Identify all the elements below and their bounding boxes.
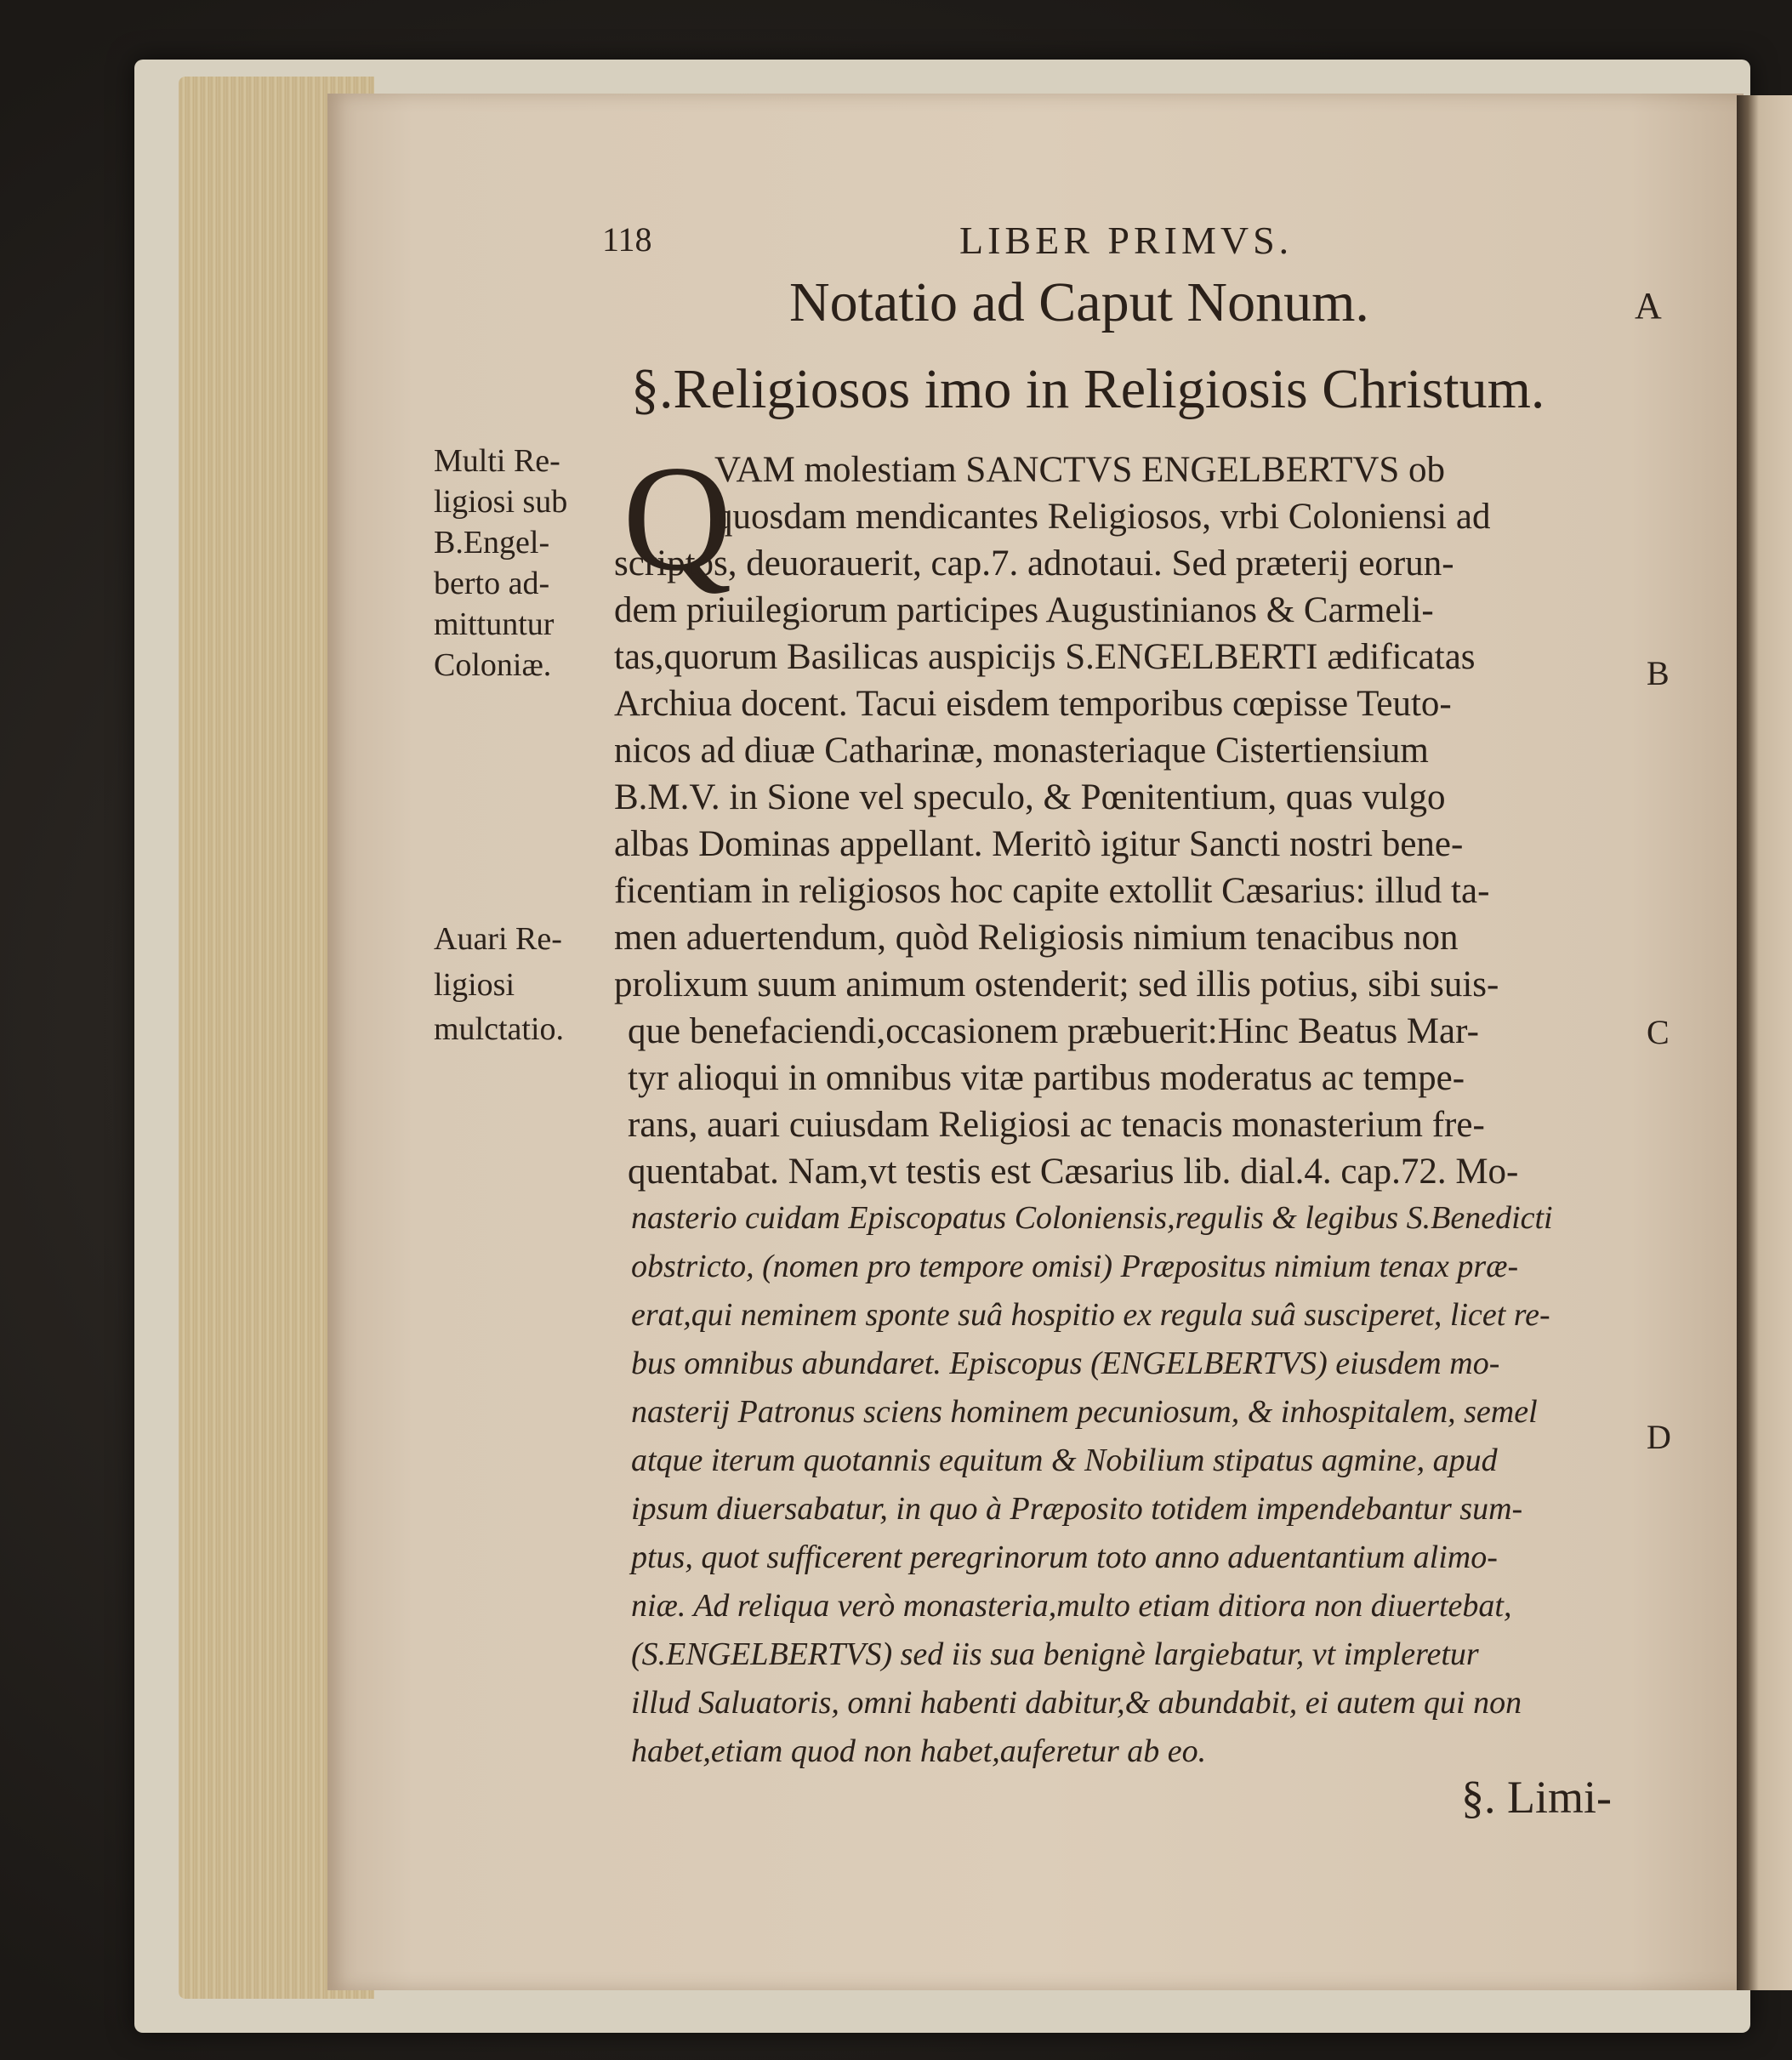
body-line: rans, auari cuiusdam Religiosi ac tenacis monasterium fre- <box>628 1105 1485 1145</box>
body-line: albas Dominas appellant. Meritò igitur Sancti nostri bene- <box>614 824 1464 864</box>
body-line: tas,quorum Basilicas auspicijs S.ENGELBERTI ædificatas <box>614 637 1476 677</box>
body-line: men aduertendum, quòd Religiosis nimium tenacibus non <box>614 918 1459 958</box>
body-line: scriptos, deuorauerit, cap.7. adnotaui. Sed præterij eorun- <box>614 543 1454 583</box>
body-line: quosdam mendicantes Religiosos, vrbi Coloniensi ad <box>714 497 1491 537</box>
body-line: B.M.V. in Sione vel speculo, & Pœnitentium, quas vulgo <box>614 777 1446 817</box>
body-line: atque iterum quotannis equitum & Nobilium stipatus agmine, apud <box>631 1443 1498 1478</box>
body-line: niæ. Ad reliqua verò monasteria,multo etiam ditiora non diuertebat, <box>631 1588 1512 1624</box>
chapter-title: Notatio ad Caput Nonum. <box>789 271 1369 333</box>
marginal-note: Coloniæ. <box>434 647 552 683</box>
body-line: erat,qui neminem sponte suâ hospitio ex regula suâ susciperet, licet re- <box>631 1297 1550 1333</box>
body-line: ficentiam in religiosos hoc capite extollit Cæsarius: illud ta- <box>614 871 1490 911</box>
body-line: ptus, quot sufficerent peregrinorum toto anno aduentantium alimo- <box>631 1539 1498 1575</box>
body-line: nasterio cuidam Episcopatus Coloniensis,regulis & legibus S.Benedicti <box>631 1200 1553 1236</box>
marginal-note: ligiosi <box>434 967 515 1003</box>
body-line: habet,etiam quod non habet,auferetur ab eo. <box>631 1733 1207 1769</box>
drop-cap: Q <box>623 434 732 602</box>
body-line: que benefaciendi,occasionem præbuerit:Hinc Beatus Mar- <box>628 1011 1479 1051</box>
body-line: bus omnibus abundaret. Episcopus (ENGELBERTVS) eiusdem mo- <box>631 1346 1500 1381</box>
body-line: Archiua docent. Tacui eisdem temporibus cœpisse Teuto- <box>614 684 1452 724</box>
running-head: LIBER PRIMVS. <box>959 219 1294 262</box>
body-line: nicos ad diuæ Catharinæ, monasteriaque Cistertiensium <box>614 731 1429 771</box>
marginal-note: mittuntur <box>434 606 555 642</box>
marginal-note: Multi Re- <box>434 443 560 479</box>
body-line: obstricto, (nomen pro tempore omisi) Præpositus nimium tenax præ- <box>631 1249 1519 1284</box>
body-line: dem priuilegiorum participes Augustinianos & Carmeli- <box>614 590 1434 630</box>
body-line: ipsum diuersabatur, in quo à Præposito totidem impendebantur sum- <box>631 1491 1523 1527</box>
catchword: §. Limi- <box>1461 1772 1612 1823</box>
body-line: tyr alioqui in omnibus vitæ partibus moderatus ac tempe- <box>628 1058 1465 1098</box>
marginal-note: Auari Re- <box>434 921 562 957</box>
marginal-note: berto ad- <box>434 566 550 601</box>
marginal-note: mulctatio. <box>434 1011 565 1047</box>
margin-letter-a: A <box>1635 285 1662 327</box>
margin-letter-d: D <box>1647 1418 1671 1456</box>
body-line: VAM molestiam SANCTVS ENGELBERTVS ob <box>714 450 1446 490</box>
marginal-note: B.Engel- <box>434 525 550 561</box>
margin-letter-c: C <box>1647 1013 1670 1051</box>
body-line: (S.ENGELBERTVS) sed iis sua benignè largiebatur, vt impleretur <box>631 1636 1479 1672</box>
section-title: §.Religiosos imo in Religiosis Christum. <box>631 358 1545 420</box>
facing-page-edge <box>1737 95 1792 1990</box>
body-line: quentabat. Nam,vt testis est Cæsarius lib. dial.4. cap.72. Mo- <box>628 1152 1519 1192</box>
body-line: illud Saluatoris, omni habenti dabitur,& abundabit, ei autem qui non <box>631 1685 1522 1721</box>
body-line: nasterij Patronus sciens hominem pecuniosum, & inhospitalem, semel <box>631 1394 1538 1430</box>
body-line: prolixum suum animum ostenderit; sed illis potius, sibi suis- <box>614 965 1499 1004</box>
page-number: 118 <box>602 220 652 259</box>
marginal-note: ligiosi sub <box>434 484 568 520</box>
margin-letter-b: B <box>1647 654 1670 692</box>
